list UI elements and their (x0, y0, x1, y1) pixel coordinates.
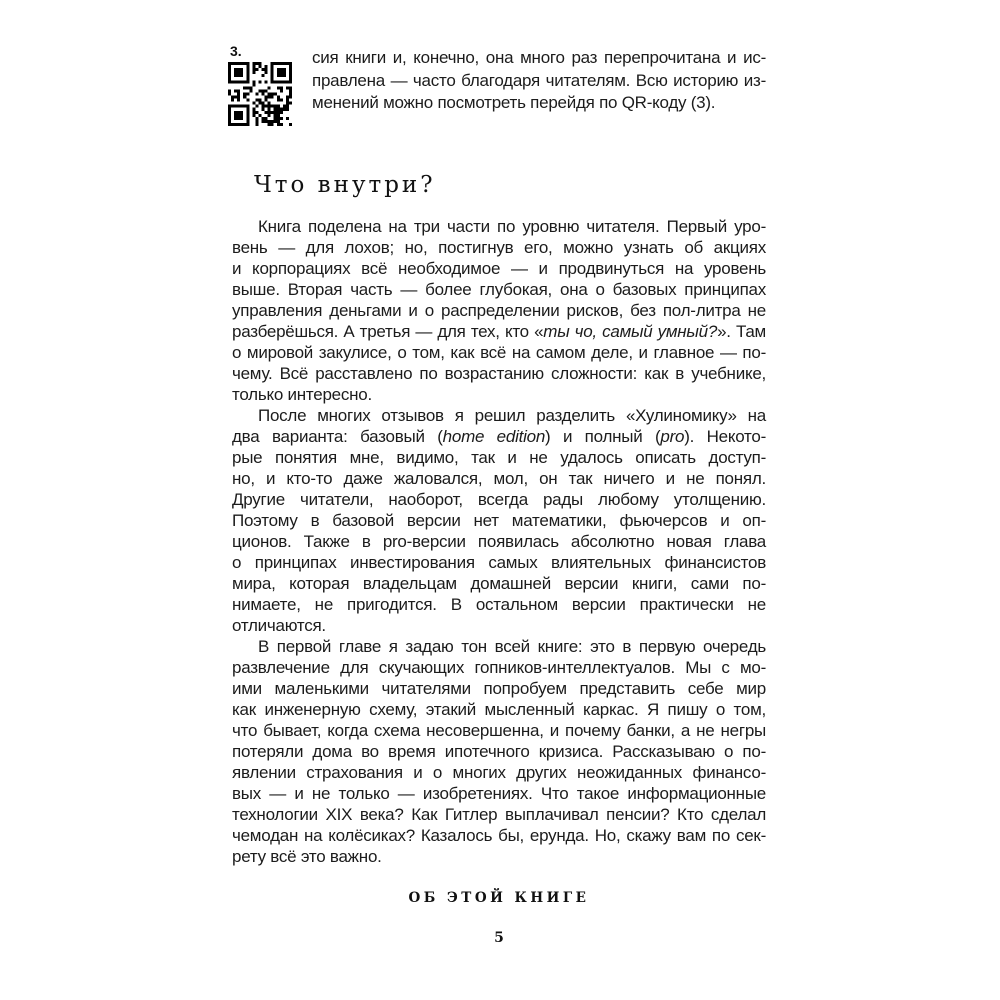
text-line: рету всё это важно. (232, 847, 382, 866)
paragraph-2 (232, 405, 766, 636)
text-line: и корпорациях всё необходимое — и продвинуться на уровень (232, 259, 766, 278)
text-line: ими маленькими читателями попробуем представить себе мир (232, 679, 766, 698)
text-line: Поэтому в базовой версии нет математики, фьючерсов и оп- (232, 511, 766, 530)
text-line: Книга поделена на три части по уровню читателя. Первый уро- (258, 217, 766, 236)
text-line: рые понятия мне, видимо, так и не удалось описать доступ- (232, 448, 766, 467)
text-line: потеряли дома во время ипотечного кризиса. Рассказываю о по- (232, 742, 766, 761)
body-text (232, 216, 766, 867)
text-line: только интересно. (232, 385, 372, 404)
page-number: 5 (494, 930, 504, 946)
running-footer-title: ОБ ЭТОЙ КНИГЕ (408, 890, 590, 906)
text-line: выше. Вторая часть — более глубокая, она о базовых принципах (232, 280, 766, 299)
text-line: отличаются. (232, 616, 326, 635)
text-line: разберёшься. А третья — для тех, кто «ты чо, самый умный?». Там (232, 322, 766, 341)
text-line: После многих отзывов я решил разделить «Хулиномику» на (258, 406, 766, 425)
text-line: о принципах инвестирования самых влиятельных финансистов (232, 553, 766, 572)
text-line: вых — и не только — изобретениях. Что такое информационные (232, 784, 766, 803)
text-line: чему. Всё расставлено по возрастанию сложности: как в учебнике, (232, 364, 766, 383)
paragraph-3 (232, 636, 766, 867)
section-heading: Что внутри? (254, 172, 436, 198)
qr-note-paragraph (312, 47, 766, 115)
text-line: Другие читатели, наоборот, всегда рады любому утолщению. (232, 490, 766, 509)
text-line: правлена — часто благодаря читателям. Всю историю из- (312, 70, 766, 90)
text-line: развлечение для скучающих гопников-интеллектуалов. Мы с мо- (232, 658, 766, 677)
qr-note-label: 3. (230, 43, 242, 59)
text-line: как инженерную схему, этакий мысленный каркас. Я пишу о том, (232, 700, 766, 719)
text-line: вень — для лохов; но, постигнув его, можно узнать об акциях (232, 238, 766, 257)
text-line: мира, которая владельцам домашней версии книги, сами по- (232, 574, 766, 593)
text-line: менений можно посмотреть перейдя по QR-коду (3). (312, 93, 716, 112)
text-line: технологии XIX века? Как Гитлер выплачивал пенсии? Кто сделал (232, 805, 766, 824)
text-line: нимаете, не пригодится. В остальном версии практически не (232, 595, 766, 614)
text-line: В первой главе я задаю тон всей книге: это в первую очередь (258, 637, 766, 656)
text-line: явлении страхования и о многих других неожиданных финансо- (232, 763, 766, 782)
text-line: о мировой закулисе, о том, как всё на самом деле, и главное — по- (232, 343, 766, 362)
text-line: что бывает, когда схема несовершенна, и почему банки, а не негры (232, 721, 766, 740)
paragraph-1 (232, 216, 766, 405)
text-line: два варианта: базовый (home edition) и полный (pro). Некото- (232, 427, 767, 446)
text-line: чемодан на колёсиках? Казалось бы, ерунда. Но, скажу вам по сек- (232, 826, 766, 845)
text-line: сия книги и, конечно, она много раз перепрочитана и ис- (312, 48, 766, 67)
text-line: ционов. Также в pro-версии появилась абсолютно новая глава (232, 532, 766, 551)
text-line: управления деньгами и о распределении рисков, без пол-литра не (232, 301, 766, 320)
text-line: но, и кто-то даже жаловался, мол, он так ничего и не понял. (232, 469, 766, 488)
qr-code-icon (228, 62, 292, 126)
